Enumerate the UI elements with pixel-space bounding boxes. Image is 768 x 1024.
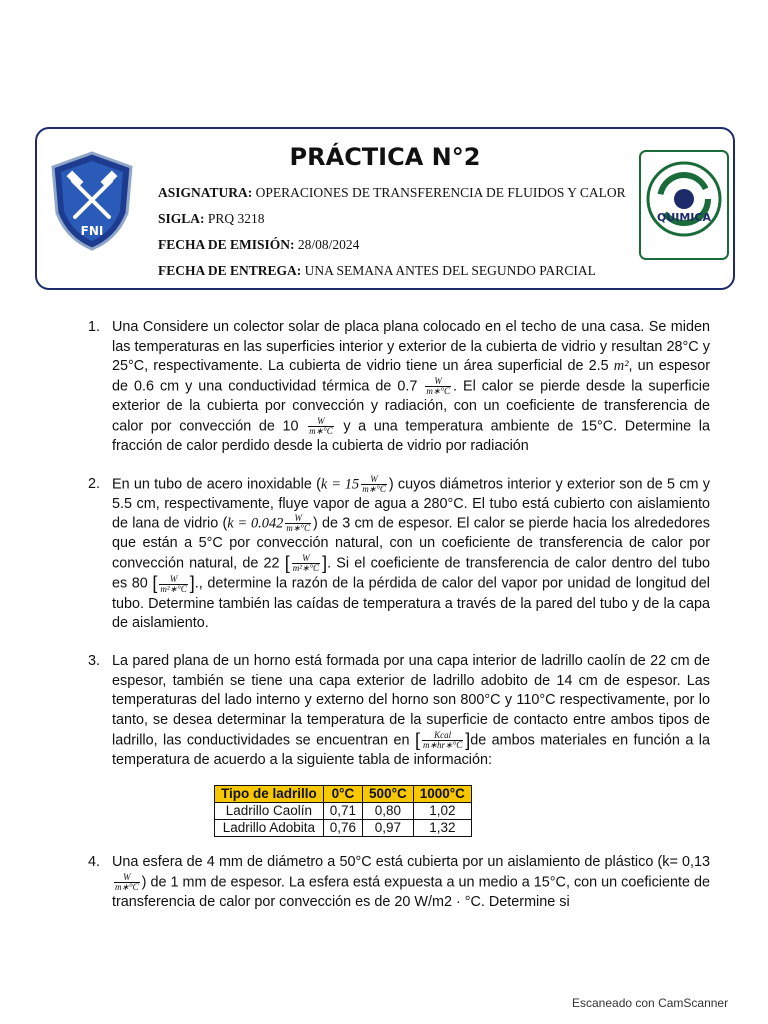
problem-1: 1. Una Considere un colector solar de placa plana colocado en el techo de una casa. Se miden las temperaturas en las superficies interior y exterior de la cubierta de vidrio y resultan 28°C y 25°C, respectivamente. La cubierta de vidrio tiene un área superficial de 2.5 m², un espesor de 0.6 cm y una conductividad térmica de 0.7 $\frac{W}{m∗^\circ C}$ . El calor se pierde desde la superficie exterior de la cubierta por convección y radiación, con un coeficiente de transferencia de calor por convección de 10 $\frac{W}{m∗^\circ C}$ y a una temperatura ambiente de 15°C. Determine la fracción de calor perdido desde la cubierta de vidrio por radiación bbox=[88, 319, 710, 454]
svg-text:QUIMICA: QUIMICA bbox=[656, 211, 712, 224]
unit-fraction: $\frac{W}{\text{m²∗°C}}$ bbox=[292, 553, 320, 574]
header-box bbox=[35, 127, 735, 290]
table-row: Ladrillo Caolín 0,71 0,80 1,02 bbox=[215, 802, 472, 819]
conductivity-table bbox=[214, 785, 472, 837]
unit-fraction: $\frac{W}{m∗^\circ C}$ bbox=[115, 871, 139, 892]
table-header: 500°C bbox=[363, 785, 414, 802]
asignatura-line: ASIGNATURA: OPERACIONES DE TRANSFERENCIA DE FLUIDOS Y CALOR bbox=[158, 185, 626, 200]
page-title: PRÁCTICA N°2 bbox=[289, 143, 481, 171]
svg-text:FNI: FNI bbox=[80, 224, 104, 238]
problem-list bbox=[88, 318, 710, 912]
unit-fraction: $\frac{W}{m∗^\circ C}$ bbox=[426, 376, 450, 397]
entrega-line: FECHA DE ENTREGA: UNA SEMANA ANTES DEL SEGUNDO PARCIAL bbox=[158, 263, 596, 278]
emision-line: FECHA DE EMISIÓN: 28/08/2024 bbox=[158, 237, 360, 252]
camscanner-watermark: Escaneado con CamScanner bbox=[572, 996, 729, 1010]
unit-fraction: $\frac{W}{m∗^\circ C}$ bbox=[362, 473, 386, 494]
unit-fraction: $\frac{W}{m∗^\circ C}$ bbox=[286, 513, 311, 534]
problem-4: 4. Una esfera de 4 mm de diámetro a 50°C está cubierta por un aislamiento de plástico (k= 0,13 $\frac{W}{m∗^\circ C}$ ) de 1 mm de espesor. La esfera está expuesta a un medio a 15°C, con un coeficiente de transferencia de calor por convección es de 20 W/m2 · °C. Determine si bbox=[88, 853, 710, 910]
problem-3: 3. La pared plana de un horno está formada por una capa interior de ladrillo caolín de 22 cm de espesor, también se tiene una capa exterior de ladrillo adobito de 14 cm de espesor. Las temperaturas del lado interno y externo del horno son 800°C y 110°C respectivamente, por lo tanto, se desea determinar la temperatura de la superficie de contacto entre ambos tipos de ladrillo, las conductividades se encuentran en [ $\frac{\text{Kcal}}{m∗hr∗^\circ C}$ ]de ambos materiales en función a la temperatura de acuerdo a la siguiente tabla de información: Tipo de ladrillo 0°C 500°C 1000°C Ladrillo Caolín 0,71 0,80 1,02 Ladrillo Adobita 0,76 0,97 1,32 bbox=[88, 653, 711, 835]
unit-fraction: $\frac{\text{Kcal}}{m∗hr∗^\circ C}$ bbox=[423, 730, 463, 751]
table-header: Tipo de ladrillo bbox=[215, 785, 324, 802]
unit-fraction: $\frac{W}{\text{m²∗°C}}$ bbox=[160, 573, 187, 594]
sigla-line: SIGLA: PRQ 3218 bbox=[158, 211, 265, 226]
table-header: 0°C bbox=[323, 785, 362, 802]
table-row: Ladrillo Adobita 0,76 0,97 1,32 bbox=[215, 819, 472, 836]
problem-2: 2. En un tubo de acero inoxidable (k = 15 $\frac{W}{m∗^\circ C}$ ) cuyos diámetros interior y exterior son de 5 cm y 5.5 cm, respectivamente, fluye vapor de agua a 280°C. El tubo está cubierto con aislamiento de lana de vidrio (k = 0.042 $\frac{W}{m∗^\circ C}$ ) de 3 cm de espesor. El calor se pierde hacia los alrededores que están a 5°C por convección natural, con un coeficiente de transferencia de calor por convección natural, de 22 [ $\frac{W}{\text{m²∗°C}}$ ]. Si el coeficiente de transferencia de calor dentro del tubo es 80 [ $\frac{W}{\text{m²∗°C}}$ ]., determine la razón de la pérdida de calor del vapor por unidad de longitud del tubo. Determine también las caídas de temperatura a través de la pared del tubo y de la capa de aislamiento. bbox=[88, 473, 711, 632]
table-header: 1000°C bbox=[413, 785, 471, 802]
unit-fraction: $\frac{W}{m∗^\circ C}$ bbox=[309, 415, 333, 436]
quimica-seal-logo bbox=[638, 149, 730, 261]
